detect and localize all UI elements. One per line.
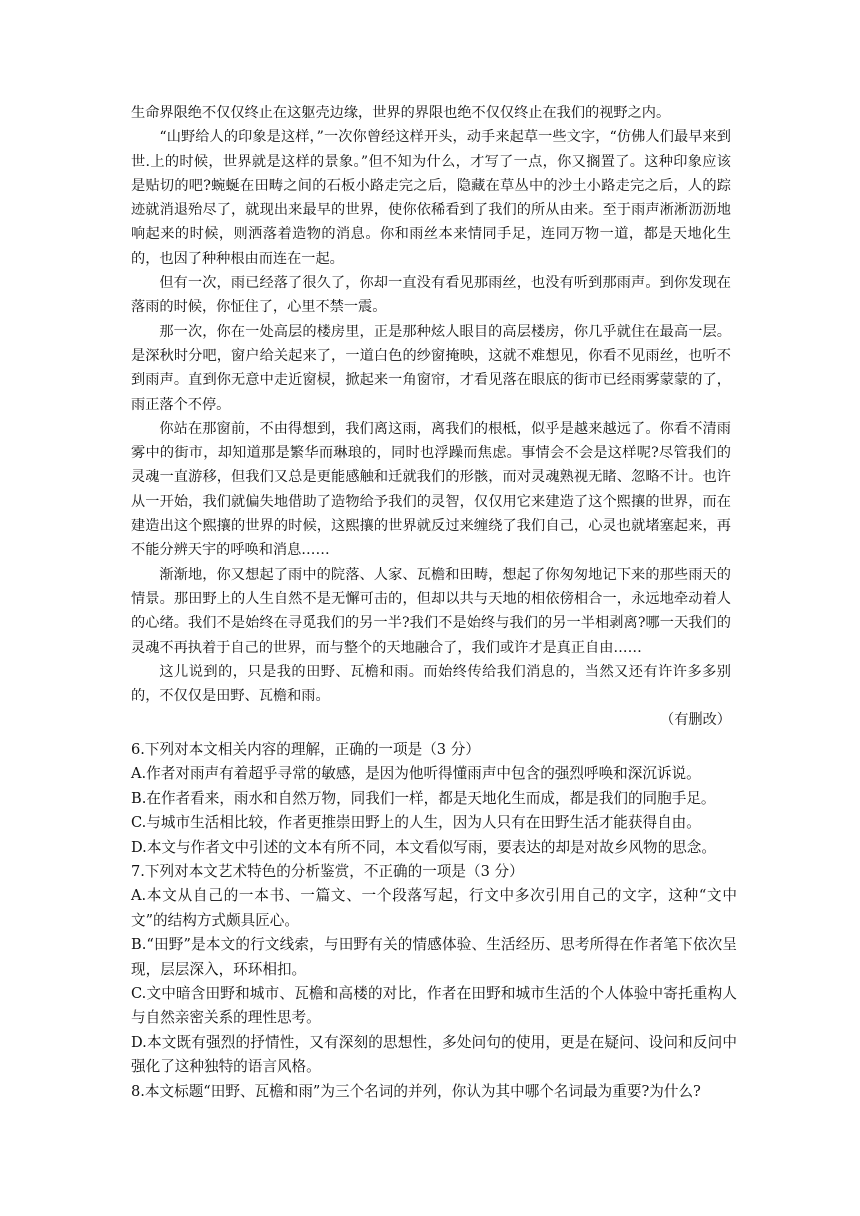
passage-paragraph-1: 生命界限绝不仅仅终止在这躯壳边缘，世界的界限也绝不仅仅终止在我们的视野之内。 [131, 105, 671, 121]
reading-passage [131, 101, 731, 733]
passage-paragraph-6: 渐渐地，你又想起了雨中的院落、人家、瓦檐和田畴，想起了你匆匆地记下来的那些雨天的情景。那田野上的人生自然不是无懈可击的，但却以共与天地的相依傍相合一，永远地牵动着人的心绪。我们不是始终在寻觅我们的另一半?我们不是始终与我们的另一半相剥离?哪一天我们的灵魂不再执着于自己的世界，而与整个的天地融合了，我们或许才是真正自由…… [131, 566, 731, 656]
question-7-option-a: A.本文从自己的一本书、一篇文、一个段落写起，行文中多次引用自己的文字，这种“文中文”的结构方式颇具匠心。 [131, 887, 737, 929]
question-6-option-a: A.作者对雨声有着超乎寻常的敏感，是因为他听得懂雨声中包含的强烈呼唤和深沉诉说。 [131, 765, 701, 783]
passage-paragraph-5: 你站在那窗前，不由得想到，我们离这雨，离我们的根柢，似乎是越来越远了。你看不清雨雾中的街市，却知道那是繁华而琳琅的，同时也浮躁而焦虑。事情会不会是这样呢?尽管我们的灵魂一直游移，但我们又总是更能感触和迁就我们的形骸，而对灵魂熟视无睹、忽略不计。也许从一开始，我们就偏失地借助了造物给予我们的灵智，仅仅用它来建造了这个熙攘的世界，而在建造出这个熙攘的世界的时候，这熙攘的世界就反过来缠绕了我们自己，心灵也就堵塞起来，再不能分辨天宇的呼唤和消息…… [131, 420, 731, 559]
passage-paragraph-7: 这儿说到的，只是我的田野、瓦檐和雨。而始终传给我们消息的，当然又还有许许多多别的，不仅仅是田野、瓦檐和雨。 [131, 663, 731, 705]
question-6-option-d: D.本文与作者文中引述的文本有所不同，本文看似写雨，要表达的却是对故乡风物的思念。 [131, 838, 716, 856]
question-6-option-c: C.与城市生活相比较，作者更推崇田野上的人生，因为人只有在田野生活才能获得自由。 [131, 814, 701, 832]
question-7-stem: 7.下列对本文艺术特色的分析鉴赏，不正确的一项是（3 分） [131, 863, 524, 881]
question-6-option-b: B.在作者看来，雨水和自然万物，同我们一样，都是天地化生而成，都是我们的同胞手足。 [131, 789, 716, 807]
question-7-option-c: C.文中暗含田野和城市、瓦檐和高楼的对比，作者在田野和城市生活的个人体验中寄托重构人与自然亲密关系的理性思考。 [131, 985, 737, 1027]
question-7-option-b: B.“田野”是本文的行文线索，与田野有关的情感体验、生活经历、思考所得在作者笔下依次呈现，层层深入，环环相扣。 [131, 936, 737, 978]
question-7-option-d: D.本文既有强烈的抒情性，又有深刻的思想性，多处问句的使用，更是在疑问、设问和反问中强化了这种独特的语言风格。 [131, 1033, 737, 1076]
passage-paragraph-2: “山野给人的印象是这样，”一次你曾经这样开头，动手来起草一些文字，“仿佛人们最早来到世.上的时候，世界就是这样的景象。”但不知为什么，才写了一点，你又搁置了。这种印象应该是贴切的吧?蜿蜒在田畴之间的石板小路走完之后，隐藏在草丛中的沙土小路走完之后，人的踪迹就消退殆尽了，就现出来最早的世界，使你依稀看到了我们的所从由来。至于雨声淅淅沥沥地响起来的时候，则洒落着造物的消息。你和雨丝本来情同手足，连同万物一道，都是天地化生的，也因了种种根由而连在一起。 [131, 129, 731, 267]
question-8-stem: 8.本文标题“田野、瓦檐和雨”为三个名词的并列，你认为其中哪个名词最为重要?为什么? [131, 1082, 701, 1100]
passage-paragraph-3: 但有一次，雨已经落了很久了，你却一直没有看见那雨丝，也没有听到那雨声。到你发现在落雨的时候，你怔住了，心里不禁一震。 [131, 275, 731, 316]
question-section [131, 738, 737, 1104]
passage-paragraph-4: 那一次，你在一处高层的楼房里，正是那种炫人眼目的高层楼房，你几乎就住在最高一层。是深秋时分吧，窗户给关起来了，一道白色的纱窗掩映，这就不难想见，你看不见雨丝，也听不到雨声。直到你无意中走近窗棂，掀起来一角窗帘，才看见落在眼底的街市已经雨雾蒙蒙的了，雨正落个不停。 [131, 323, 731, 413]
question-6-stem: 6.下列对本文相关内容的理解，正确的一项是（3 分） [131, 741, 480, 758]
source-note: （有删改） [660, 712, 731, 729]
